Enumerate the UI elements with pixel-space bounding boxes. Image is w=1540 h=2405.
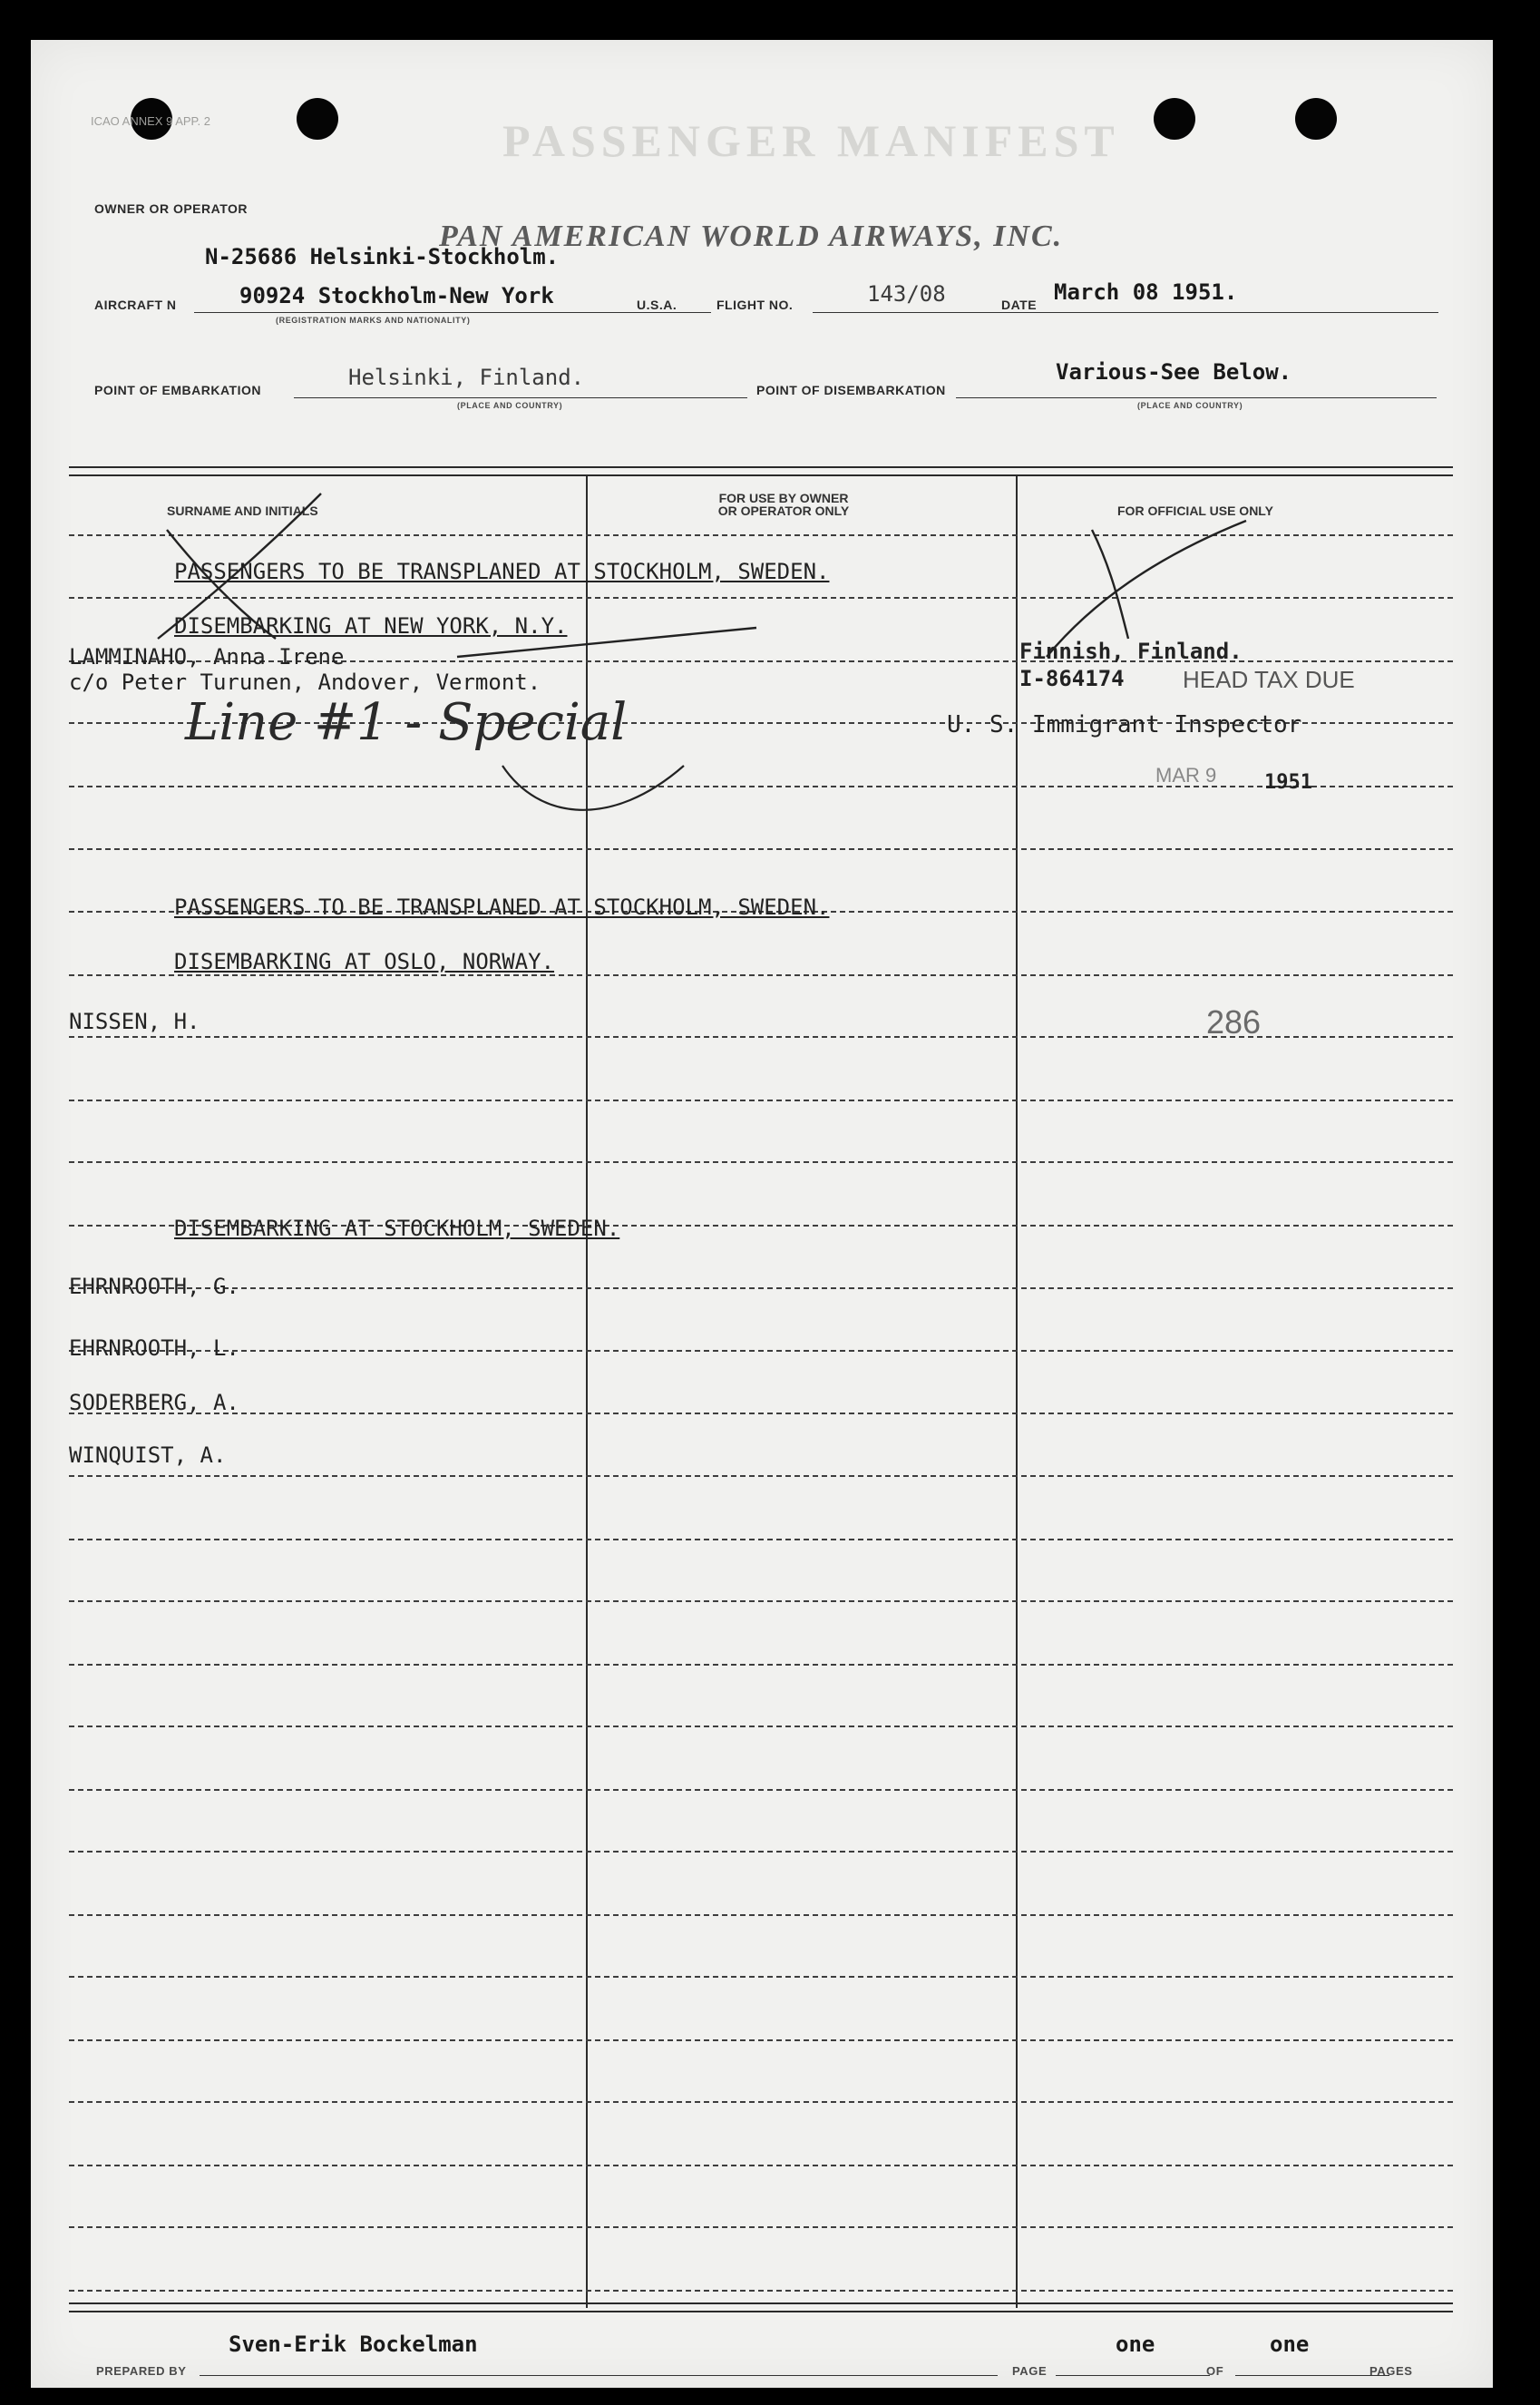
section2-subheader: DISEMBARKING AT OSLO, NORWAY.: [174, 949, 555, 974]
prepared-value: Sven-Erik Bockelman: [229, 2332, 478, 2357]
immigrant-inspector: U. S. Immigrant Inspector: [947, 711, 1302, 738]
passenger1-address: c/o Peter Turunen, Andover, Vermont.: [69, 670, 541, 695]
of-label: OF: [1206, 2364, 1224, 2378]
handwritten-line-annotation: Line #1 - Special: [185, 693, 628, 752]
signature-flourish: [502, 766, 684, 810]
cross-mark-right: [1092, 530, 1128, 639]
column-header-surname: SURNAME AND INITIALS: [167, 503, 318, 518]
owner-value: PAN AMERICAN WORLD AIRWAYS, INC.: [439, 220, 1064, 253]
cross-mark-right-2: [1047, 521, 1246, 657]
pen-marks: [31, 40, 1493, 2388]
date-label: DATE: [1001, 298, 1038, 312]
form-number: ICAO ANNEX 9 APP. 2: [91, 114, 210, 128]
disembark-value: Various-See Below.: [1056, 359, 1292, 385]
disembark-label: POINT OF DISEMBARKATION: [756, 383, 946, 397]
disembark-caption: (PLACE AND COUNTRY): [1137, 401, 1243, 410]
aircraft-label: AIRCRAFT N: [94, 298, 177, 312]
aircraft-line-1: N-25686 Helsinki-Stockholm.: [205, 244, 560, 269]
aircraft-line-2: 90924 Stockholm-New York: [239, 283, 554, 308]
registration-caption: (REGISTRATION MARKS AND NATIONALITY): [276, 316, 471, 325]
head-tax-stamp: HEAD TAX DUE: [1183, 666, 1355, 693]
passenger1-name: LAMMINAHO, Anna Irene: [69, 644, 345, 670]
embark-label: POINT OF EMBARKATION: [94, 383, 261, 397]
stockholm-passenger-4: WINQUIST, A.: [69, 1442, 227, 1468]
form-title: PASSENGER MANIFEST: [502, 115, 1120, 166]
owner-label: OWNER OR OPERATOR: [94, 201, 248, 216]
column-header-owner-line1: FOR USE BY OWNER: [718, 491, 849, 505]
embark-value: Helsinki, Finland.: [348, 365, 585, 390]
column-header-owner-line2: OR OPERATOR ONLY: [717, 503, 850, 518]
passenger2-official-number: 286: [1206, 1003, 1262, 1041]
page-value: one: [1116, 2332, 1155, 2357]
stockholm-passenger-3: SODERBERG, A.: [69, 1390, 239, 1415]
prepared-label: PREPARED BY: [96, 2364, 187, 2378]
usa-suffix: U.S.A.: [637, 298, 677, 312]
inspection-stamp-year: 1951: [1264, 771, 1312, 794]
stockholm-passenger-1: EHRNROOTH, G.: [69, 1274, 239, 1299]
section3-subheader: DISEMBARKING AT STOCKHOLM, SWEDEN.: [174, 1216, 620, 1241]
flight-label: FLIGHT NO.: [716, 298, 794, 312]
column-header-official: FOR OFFICIAL USE ONLY: [1117, 503, 1273, 518]
strike-line: [457, 628, 756, 657]
flight-value: 143/08: [867, 281, 946, 307]
inspection-stamp-date: MAR 9: [1155, 764, 1217, 787]
of-value: one: [1270, 2332, 1310, 2357]
stockholm-passenger-2: EHRNROOTH, L.: [69, 1335, 239, 1361]
passenger1-nationality: Finnish, Finland.: [1019, 639, 1243, 664]
cross-mark-left: [167, 530, 276, 639]
passenger2-name: NISSEN, H.: [69, 1009, 200, 1034]
page-label: PAGE: [1012, 2364, 1048, 2378]
embark-caption: (PLACE AND COUNTRY): [457, 401, 563, 410]
cross-mark-left-2: [158, 494, 321, 639]
section1-subheader: DISEMBARKING AT NEW YORK, N.Y.: [174, 613, 568, 639]
pages-label: PAGES: [1369, 2364, 1413, 2378]
date-value: March 08 1951.: [1054, 279, 1238, 305]
passenger1-visa: I-864174: [1019, 666, 1125, 691]
section2-header: PASSENGERS TO BE TRANSPLANED AT STOCKHOLM, SWEDEN.: [174, 895, 830, 920]
manifest-page: [31, 40, 1493, 2388]
section1-header: PASSENGERS TO BE TRANSPLANED AT STOCKHOLM, SWEDEN.: [174, 559, 830, 584]
